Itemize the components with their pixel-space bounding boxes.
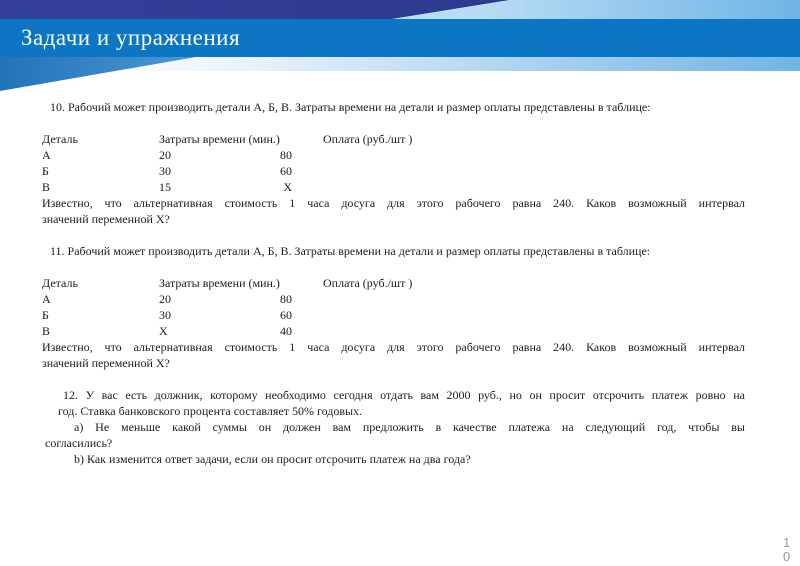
cell-pay: Х <box>283 180 292 194</box>
problem-10-table-header-row <box>42 131 745 147</box>
cell-time: Х <box>159 324 168 338</box>
table-row <box>42 323 745 339</box>
cell-pay: 60 <box>280 164 292 178</box>
table-row <box>42 147 745 163</box>
cell-detail: А <box>42 148 51 162</box>
cell-pay: 60 <box>280 308 292 322</box>
problem-10-question-line-2: значений переменной Х? <box>42 212 170 226</box>
cell-time: 15 <box>159 180 171 194</box>
cell-detail: Б <box>42 164 49 178</box>
problem-11-question-line-2: значений переменной Х? <box>42 356 170 370</box>
problem-10-intro: 10. Рабочий может производить детали А, Б, В. Затраты времени на детали и размер оплаты представлены в таблице: <box>50 100 651 114</box>
table-row <box>42 163 745 179</box>
table-row <box>42 307 745 323</box>
cell-pay: 80 <box>280 292 292 306</box>
problem-12-line-2: год. Ставка банковского процента составляет 50% годовых. <box>58 404 363 418</box>
cell-time: 30 <box>159 308 171 322</box>
slide-body <box>42 99 745 467</box>
spacer <box>42 259 745 275</box>
spacer <box>42 227 745 243</box>
problem-11-intro: 11. Рабочий может производить детали А, Б, В. Затраты времени на детали и размер оплаты представлены в таблице: <box>50 244 651 258</box>
problem-11-table-header-row <box>42 275 745 291</box>
cell-time: 20 <box>159 292 171 306</box>
table-row <box>42 291 745 307</box>
column-header-pay: Оплата (руб./шт ) <box>323 276 413 290</box>
slide-number: 10 <box>783 535 791 564</box>
spacer <box>42 371 745 387</box>
cell-pay: 40 <box>280 324 292 338</box>
column-header-time: Затраты времени (мин.) <box>159 132 280 146</box>
cell-detail: В <box>42 324 51 338</box>
problem-12a-line-2: согласились? <box>45 436 113 450</box>
problem-12b-line: b) Как изменится ответ задачи, если он просит отсрочить платеж на два года? <box>74 452 471 466</box>
cell-detail: В <box>42 180 51 194</box>
cell-detail: А <box>42 292 51 306</box>
column-header-detail: Деталь <box>42 132 78 146</box>
cell-detail: Б <box>42 308 49 322</box>
problem-12-line-1: 12. У вас есть должник, которому необходимо сегодня отдать вам 2000 руб., но он просит отсрочить платеж ровно на <box>63 388 745 402</box>
cell-time: 30 <box>159 164 171 178</box>
column-header-pay: Оплата (руб./шт ) <box>323 132 413 146</box>
problem-12a-line-1: a) Не меньше какой суммы он должен вам предложить в качестве платежа на следующий год, чтобы вы <box>74 420 745 434</box>
column-header-time: Затраты времени (мин.) <box>159 276 280 290</box>
spacer <box>42 115 745 131</box>
problem-11-question-line-1: Известно, что альтернативная стоимость 1 часа досуга для этого рабочего равна 240. Каков возможный интервал <box>42 340 745 354</box>
slide-title: Задачи и упражнения <box>21 25 241 50</box>
title-banner <box>0 19 800 57</box>
table-row <box>42 179 745 195</box>
cell-time: 20 <box>159 148 171 162</box>
cell-pay: 80 <box>280 148 292 162</box>
column-header-detail: Деталь <box>42 276 78 290</box>
problem-10-question-line-1: Известно, что альтернативная стоимость 1 часа досуга для этого рабочего равна 240. Каков возможный интервал <box>42 196 745 210</box>
